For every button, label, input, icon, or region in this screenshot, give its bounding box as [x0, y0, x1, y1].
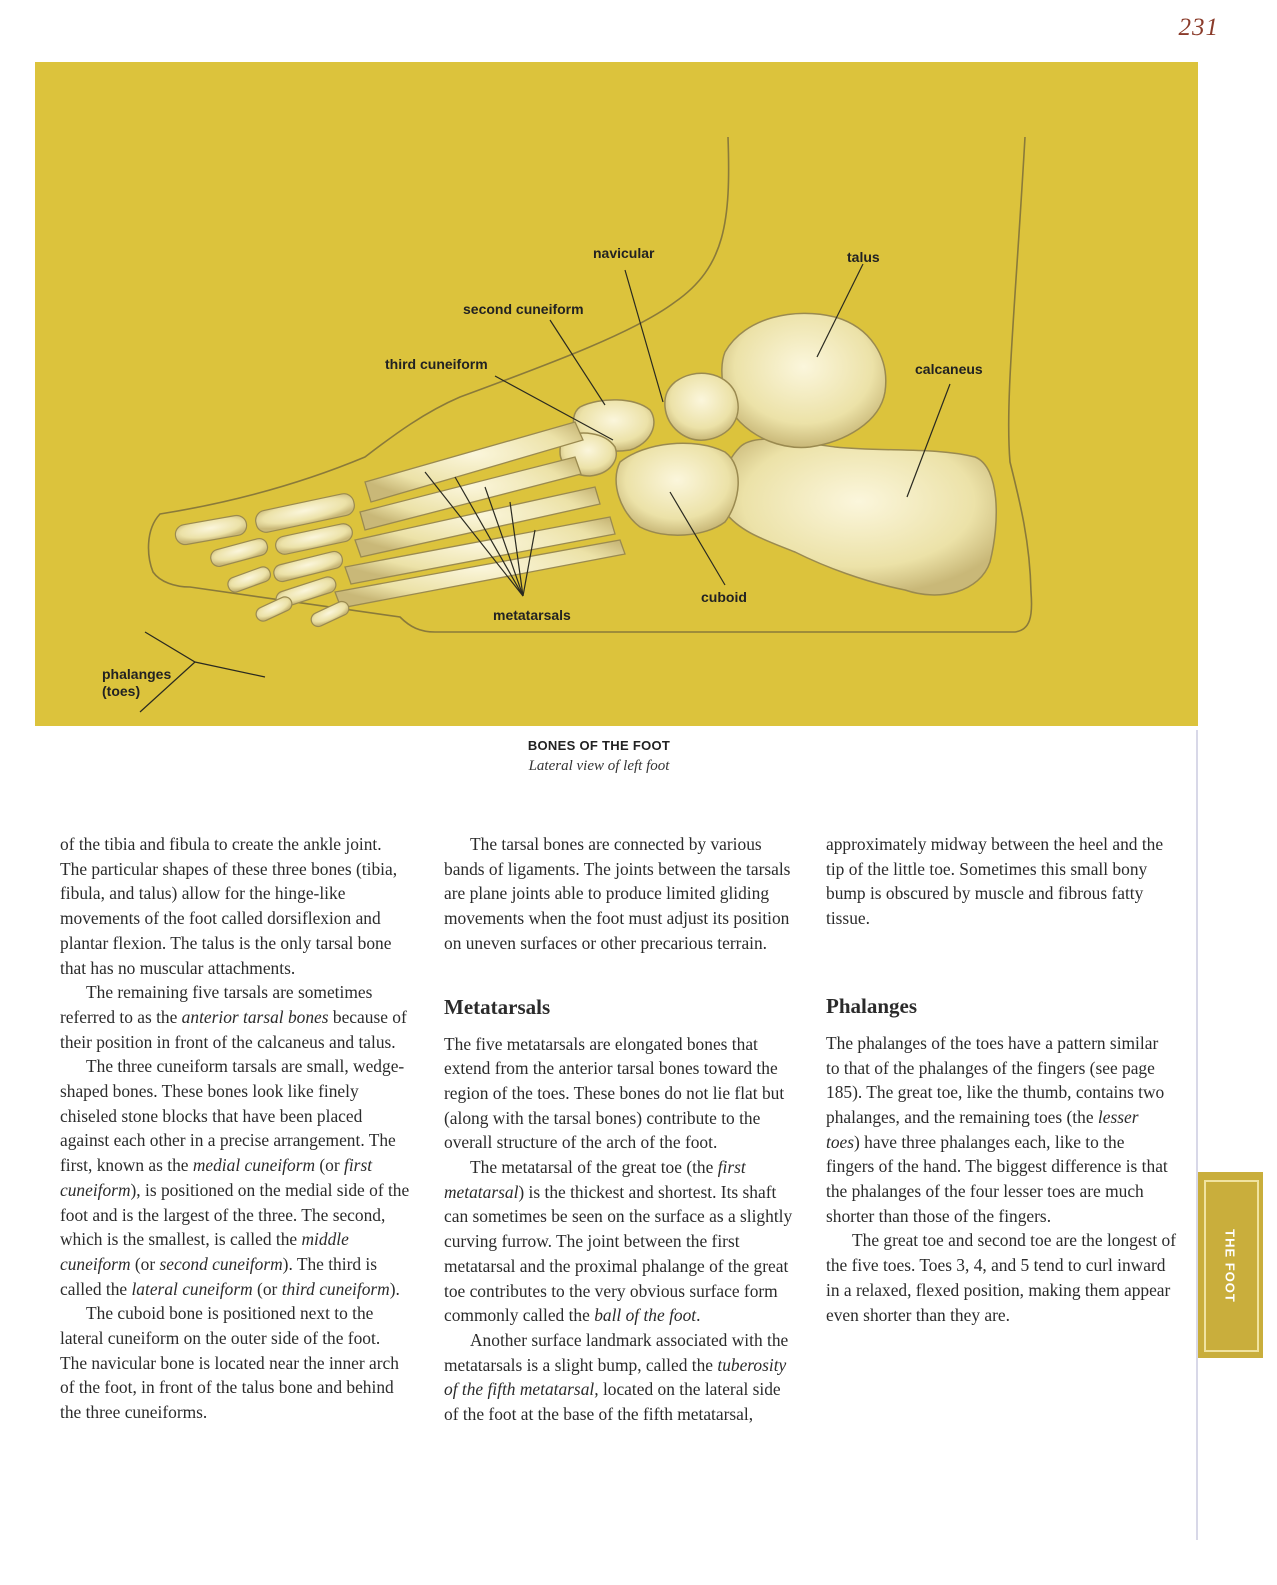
- label-navicular: navicular: [593, 245, 655, 261]
- section-heading-phalanges: Phalanges: [826, 993, 918, 1018]
- paragraph: The great toe and second toe are the longest of the five toes. Toes 3, 4, and 5 tend to curl inward in a relaxed, flexed position, making them appear even shorter than they are.: [826, 1230, 1177, 1325]
- text-column-2: [444, 832, 794, 1427]
- paragraph: The three cuneiform tarsals are small, wedge-shaped bones. These bones look like finely chiseled stone blocks that have been placed against each other in a precise arrangement. The first, known as the medial cuneiform (or first cuneiform), is positioned on the medial side of the foot and is the largest of the three. The second, which is the smallest, is called the middle cuneiform (or second cuneiform). The third is called the lateral cuneiform (or third cuneiform).: [60, 1056, 410, 1299]
- cuboid-bone: [616, 443, 738, 535]
- label-phalanges: phalanges: [102, 666, 172, 682]
- page-edge-rule: [1196, 730, 1198, 1540]
- text-column-3: [826, 832, 1176, 1327]
- text-column-1: [60, 832, 410, 1425]
- label-calcaneus: calcaneus: [915, 361, 983, 377]
- paragraph: The metatarsal of the great toe (the first metatarsal) is the thickest and shortest. Its shaft can sometimes be seen on the surface as a slightly curving furrow. The joint between the first metatarsal and the proximal phalange of the great toe contributes to the very obvious surface form commonly called the ball of the foot.: [444, 1157, 793, 1326]
- figure-caption-subtitle: Lateral view of left foot: [528, 758, 670, 774]
- label-second-cuneiform: second cuneiform: [463, 301, 584, 317]
- paragraph: of the tibia and fibula to create the ankle joint. The particular shapes of these three bones (tibia, fibula, and talus) allow for the hinge-like movements of the foot called dorsiflexion and plantar flexion. The talus is the only tarsal bone that has no muscular attachments.: [60, 834, 398, 978]
- chapter-tab: [1198, 1172, 1263, 1358]
- paragraph: The five metatarsals are elongated bones that extend from the anterior tarsal bones toward the region of the toes. These bones do not lie flat but (along with the tarsal bones) contribute to the overall structure of the arch of the foot.: [444, 1033, 785, 1153]
- paragraph: The phalanges of the toes have a pattern similar to that of the phalanges of the fingers (see page 185). The great toe, like the thumb, contains two phalanges, and the remaining toes (the lesser toes) have three phalanges each, like to the fingers of the hand. The biggest difference is that the phalanges of the four lesser toes are much shorter than those of the fingers.: [826, 1032, 1168, 1226]
- label-third-cuneiform: third cuneiform: [385, 356, 488, 372]
- foot-illustration: [35, 62, 1198, 726]
- paragraph: The cuboid bone is positioned next to the lateral cuneiform on the outer side of the foot. The navicular bone is located near the inner arch of the foot, in front of the talus bone and behind the three cuneiforms.: [60, 1303, 399, 1423]
- section-heading-metatarsals: Metatarsals: [444, 994, 551, 1019]
- paragraph: The remaining five tarsals are sometimes referred to as the anterior tarsal bones because of their position in front of the calcaneus and talus.: [60, 982, 407, 1052]
- figure-caption-title: BONES OF THE FOOT: [527, 738, 671, 753]
- paragraph: approximately midway between the heel and the tip of the little toe. Sometimes this small bony bump is obscured by muscle and fibrous fatty tissue.: [826, 834, 1164, 929]
- calcaneus-bone: [721, 439, 996, 595]
- label-toes: (toes): [102, 683, 141, 699]
- label-metatarsals: metatarsals: [493, 607, 571, 623]
- paragraph: The tarsal bones are connected by various bands of ligaments. The joints between the tarsals are plane joints able to produce limited gliding movements when the foot must adjust its position on uneven surfaces or other precarious terrain.: [444, 834, 791, 953]
- talus-bone: [722, 313, 886, 447]
- navicular-bone: [665, 373, 738, 440]
- phalanges-group: [174, 492, 356, 629]
- page-number: 231: [1178, 14, 1219, 41]
- label-cuboid: cuboid: [701, 589, 747, 605]
- chapter-tab-label: THE FOOT: [1222, 1229, 1238, 1303]
- foot-bones-drawing: [35, 62, 1198, 726]
- label-talus: talus: [847, 249, 880, 265]
- paragraph: Another surface landmark associated with the metatarsals is a slight bump, called the tuberosity of the fifth metatarsal, located on the lateral side of the foot at the base of the fifth metatarsal,: [444, 1329, 789, 1425]
